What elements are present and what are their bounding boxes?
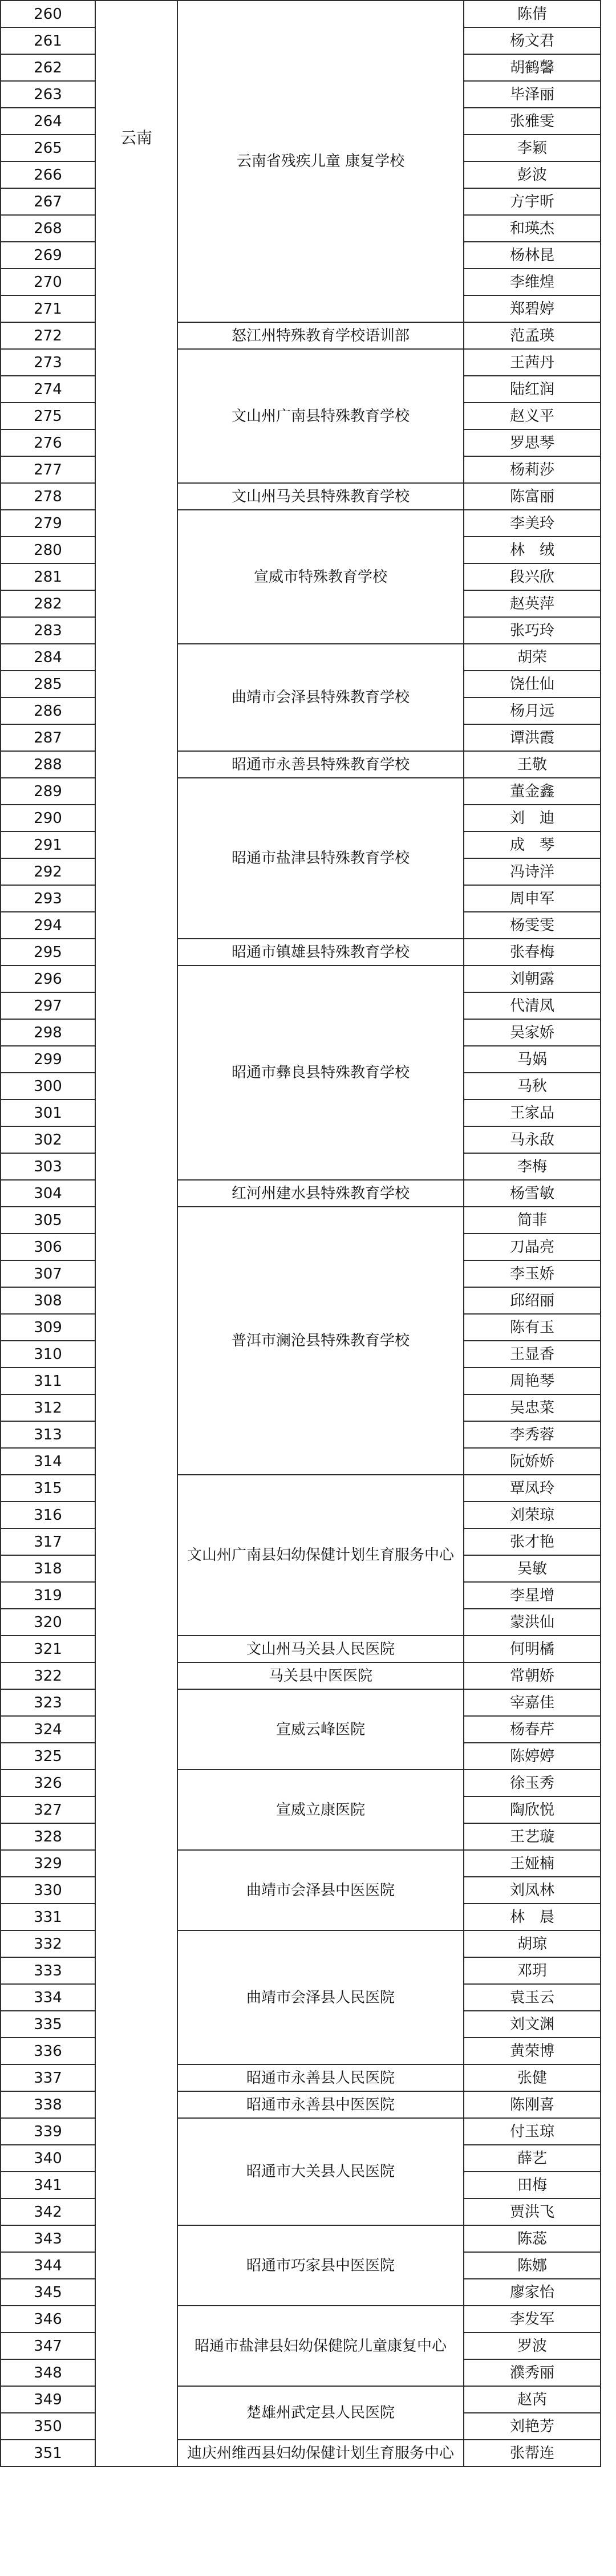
serial-number-cell: 296	[1, 966, 95, 992]
person-name-cell: 罗波	[464, 2332, 601, 2359]
person-name-cell: 陈刚喜	[464, 2091, 601, 2118]
serial-number-cell: 281	[1, 563, 95, 590]
institution-cell: 文山州马关县人民医院	[177, 1636, 464, 1662]
person-name-cell: 贾洪飞	[464, 2198, 601, 2225]
person-name-cell: 王家品	[464, 1100, 601, 1126]
serial-number-cell: 305	[1, 1207, 95, 1234]
serial-number-cell: 289	[1, 778, 95, 805]
serial-number-cell: 294	[1, 912, 95, 939]
serial-number-cell: 351	[1, 2440, 95, 2467]
person-name-cell: 张帮连	[464, 2440, 601, 2467]
serial-number-cell: 279	[1, 510, 95, 537]
serial-number-cell: 307	[1, 1260, 95, 1287]
institution-cell: 云南省残疾儿童 康复学校	[177, 1, 464, 322]
serial-number-cell: 324	[1, 1716, 95, 1743]
person-name-cell: 谭洪霞	[464, 724, 601, 751]
institution-cell: 曲靖市会泽县特殊教育学校	[177, 644, 464, 751]
serial-number-cell: 310	[1, 1341, 95, 1368]
institution-cell: 昭通市大关县人民医院	[177, 2118, 464, 2225]
person-name-cell: 张才艳	[464, 1528, 601, 1555]
serial-number-cell: 295	[1, 939, 95, 966]
serial-number-cell: 347	[1, 2332, 95, 2359]
person-name-cell: 杨雪敏	[464, 1180, 601, 1207]
person-name-cell: 杨文君	[464, 27, 601, 54]
person-name-cell: 成 琴	[464, 831, 601, 858]
person-name-cell: 刘凤林	[464, 1877, 601, 1904]
person-name-cell: 张雅雯	[464, 108, 601, 135]
serial-number-cell: 282	[1, 590, 95, 617]
serial-number-cell: 301	[1, 1100, 95, 1126]
table-row	[1, 349, 601, 376]
serial-number-cell: 260	[1, 1, 95, 27]
person-name-cell: 黄荣博	[464, 2038, 601, 2064]
serial-number-cell: 336	[1, 2038, 95, 2064]
serial-number-cell: 339	[1, 2118, 95, 2145]
person-name-cell: 陈有玉	[464, 1314, 601, 1341]
serial-number-cell: 278	[1, 483, 95, 510]
table-row	[1, 2064, 601, 2091]
serial-number-cell: 325	[1, 1743, 95, 1770]
person-name-cell: 李颖	[464, 135, 601, 161]
person-name-cell: 付玉琼	[464, 2118, 601, 2145]
person-name-cell: 李星增	[464, 1582, 601, 1609]
person-name-cell: 陈倩	[464, 1, 601, 27]
person-name-cell: 吴家娇	[464, 1019, 601, 1046]
person-name-cell: 胡琼	[464, 1930, 601, 1957]
institution-cell: 昭通市彝良县特殊教育学校	[177, 966, 464, 1180]
person-name-cell: 冯诗洋	[464, 858, 601, 885]
person-name-cell: 邓玥	[464, 1957, 601, 1984]
serial-number-cell: 344	[1, 2252, 95, 2279]
serial-number-cell: 332	[1, 1930, 95, 1957]
person-name-cell: 廖家怡	[464, 2279, 601, 2306]
serial-number-cell: 334	[1, 1984, 95, 2011]
serial-number-cell: 299	[1, 1046, 95, 1073]
person-name-cell: 林 绒	[464, 537, 601, 563]
person-name-cell: 刘 迪	[464, 805, 601, 831]
table-row	[1, 751, 601, 778]
person-name-cell: 刘文渊	[464, 2011, 601, 2038]
person-name-cell: 罗思琴	[464, 429, 601, 456]
person-name-cell: 林 晨	[464, 1904, 601, 1930]
serial-number-cell: 297	[1, 992, 95, 1019]
institution-cell: 昭通市盐津县特殊教育学校	[177, 778, 464, 939]
serial-number-cell: 342	[1, 2198, 95, 2225]
table-row	[1, 1930, 601, 1957]
serial-number-cell: 349	[1, 2386, 95, 2413]
serial-number-cell: 314	[1, 1448, 95, 1475]
person-name-cell: 简菲	[464, 1207, 601, 1234]
serial-number-cell: 322	[1, 1662, 95, 1689]
serial-number-cell: 303	[1, 1153, 95, 1180]
province-cell: 云南	[95, 1, 177, 2467]
person-name-cell: 吴敏	[464, 1555, 601, 1582]
table-row	[1, 483, 601, 510]
table-row	[1, 778, 601, 805]
serial-number-cell: 331	[1, 1904, 95, 1930]
serial-number-cell: 290	[1, 805, 95, 831]
serial-number-cell: 333	[1, 1957, 95, 1984]
person-name-cell: 濮秀丽	[464, 2359, 601, 2386]
serial-number-cell: 323	[1, 1689, 95, 1716]
table-row	[1, 2306, 601, 2332]
serial-number-cell: 264	[1, 108, 95, 135]
serial-number-cell: 285	[1, 671, 95, 697]
serial-number-cell: 268	[1, 215, 95, 242]
person-name-cell: 邱绍丽	[464, 1287, 601, 1314]
table-row	[1, 1207, 601, 1234]
person-name-cell: 王茜丹	[464, 349, 601, 376]
serial-number-cell: 304	[1, 1180, 95, 1207]
person-name-cell: 李发军	[464, 2306, 601, 2332]
person-name-cell: 陈富丽	[464, 483, 601, 510]
person-name-cell: 代清凤	[464, 992, 601, 1019]
person-name-cell: 陈婷婷	[464, 1743, 601, 1770]
person-name-cell: 陈蕊	[464, 2225, 601, 2252]
institution-cell: 文山州广南县特殊教育学校	[177, 349, 464, 483]
serial-number-cell: 276	[1, 429, 95, 456]
person-name-cell: 董金鑫	[464, 778, 601, 805]
person-name-cell: 何明橘	[464, 1636, 601, 1662]
person-name-cell: 王显香	[464, 1341, 601, 1368]
person-name-cell: 李秀蓉	[464, 1421, 601, 1448]
person-name-cell: 赵义平	[464, 403, 601, 429]
roster-body	[1, 1, 601, 2467]
serial-number-cell: 348	[1, 2359, 95, 2386]
person-name-cell: 马永敌	[464, 1126, 601, 1153]
serial-number-cell: 270	[1, 269, 95, 295]
serial-number-cell: 329	[1, 1850, 95, 1877]
person-name-cell: 马秋	[464, 1073, 601, 1100]
serial-number-cell: 328	[1, 1823, 95, 1850]
person-name-cell: 常朝娇	[464, 1662, 601, 1689]
serial-number-cell: 262	[1, 54, 95, 81]
serial-number-cell: 318	[1, 1555, 95, 1582]
serial-number-cell: 287	[1, 724, 95, 751]
person-name-cell: 李玉娇	[464, 1260, 601, 1287]
serial-number-cell: 261	[1, 27, 95, 54]
person-name-cell: 彭波	[464, 161, 601, 188]
person-name-cell: 段兴欣	[464, 563, 601, 590]
person-name-cell: 周艳琴	[464, 1368, 601, 1394]
institution-cell: 昭通市永善县特殊教育学校	[177, 751, 464, 778]
institution-cell: 曲靖市会泽县人民医院	[177, 1930, 464, 2064]
institution-cell: 宣威立康医院	[177, 1770, 464, 1850]
person-name-cell: 杨春芹	[464, 1716, 601, 1743]
person-name-cell: 宰嘉佳	[464, 1689, 601, 1716]
serial-number-cell: 330	[1, 1877, 95, 1904]
person-name-cell: 方宇昕	[464, 188, 601, 215]
table-row	[1, 1, 601, 27]
serial-number-cell: 335	[1, 2011, 95, 2038]
serial-number-cell: 340	[1, 2145, 95, 2172]
person-name-cell: 田梅	[464, 2172, 601, 2198]
serial-number-cell: 288	[1, 751, 95, 778]
serial-number-cell: 306	[1, 1234, 95, 1260]
serial-number-cell: 273	[1, 349, 95, 376]
serial-number-cell: 345	[1, 2279, 95, 2306]
institution-cell: 昭通市盐津县妇幼保健院儿童康复中心	[177, 2306, 464, 2386]
table-row	[1, 2225, 601, 2252]
table-row	[1, 1770, 601, 1796]
person-name-cell: 陆红润	[464, 376, 601, 403]
serial-number-cell: 350	[1, 2413, 95, 2440]
table-row	[1, 1475, 601, 1502]
person-name-cell: 郑碧婷	[464, 295, 601, 322]
person-name-cell: 李维煌	[464, 269, 601, 295]
person-name-cell: 和瑛杰	[464, 215, 601, 242]
person-name-cell: 陈娜	[464, 2252, 601, 2279]
person-name-cell: 覃凤玲	[464, 1475, 601, 1502]
table-row	[1, 939, 601, 966]
person-name-cell: 刘朝露	[464, 966, 601, 992]
serial-number-cell: 343	[1, 2225, 95, 2252]
serial-number-cell: 293	[1, 885, 95, 912]
person-name-cell: 刀晶亮	[464, 1234, 601, 1260]
person-name-cell: 饶仕仙	[464, 671, 601, 697]
person-name-cell: 胡荣	[464, 644, 601, 671]
serial-number-cell: 277	[1, 456, 95, 483]
person-name-cell: 阮娇娇	[464, 1448, 601, 1475]
table-row	[1, 644, 601, 671]
institution-cell: 文山州马关县特殊教育学校	[177, 483, 464, 510]
table-row	[1, 1850, 601, 1877]
person-name-cell: 刘艳芳	[464, 2413, 601, 2440]
person-name-cell: 刘荣琼	[464, 1502, 601, 1528]
serial-number-cell: 319	[1, 1582, 95, 1609]
serial-number-cell: 309	[1, 1314, 95, 1341]
person-name-cell: 范孟瑛	[464, 322, 601, 349]
person-name-cell: 蒙洪仙	[464, 1609, 601, 1636]
institution-cell: 普洱市澜沧县特殊教育学校	[177, 1207, 464, 1475]
serial-number-cell: 337	[1, 2064, 95, 2091]
serial-number-cell: 284	[1, 644, 95, 671]
serial-number-cell: 320	[1, 1609, 95, 1636]
institution-cell: 曲靖市会泽县中医医院	[177, 1850, 464, 1930]
institution-cell: 怒江州特殊教育学校语训部	[177, 322, 464, 349]
serial-number-cell: 286	[1, 697, 95, 724]
person-name-cell: 杨莉莎	[464, 456, 601, 483]
serial-number-cell: 313	[1, 1421, 95, 1448]
serial-number-cell: 311	[1, 1368, 95, 1394]
serial-number-cell: 272	[1, 322, 95, 349]
serial-number-cell: 275	[1, 403, 95, 429]
table-row	[1, 1689, 601, 1716]
institution-cell: 昭通市巧家县中医医院	[177, 2225, 464, 2306]
institution-cell: 昭通市永善县中医医院	[177, 2091, 464, 2118]
serial-number-cell: 315	[1, 1475, 95, 1502]
table-row	[1, 2118, 601, 2145]
serial-number-cell: 346	[1, 2306, 95, 2332]
serial-number-cell: 327	[1, 1796, 95, 1823]
institution-cell: 昭通市镇雄县特殊教育学校	[177, 939, 464, 966]
person-name-cell: 徐玉秀	[464, 1770, 601, 1796]
serial-number-cell: 338	[1, 2091, 95, 2118]
serial-number-cell: 291	[1, 831, 95, 858]
serial-number-cell: 274	[1, 376, 95, 403]
institution-cell: 迪庆州维西县妇幼保健计划生育服务中心	[177, 2440, 464, 2467]
serial-number-cell: 316	[1, 1502, 95, 1528]
person-name-cell: 张巧玲	[464, 617, 601, 644]
table-row	[1, 1636, 601, 1662]
institution-cell: 宣威云峰医院	[177, 1689, 464, 1770]
serial-number-cell: 267	[1, 188, 95, 215]
serial-number-cell: 269	[1, 242, 95, 269]
serial-number-cell: 321	[1, 1636, 95, 1662]
table-row	[1, 1180, 601, 1207]
serial-number-cell: 271	[1, 295, 95, 322]
person-name-cell: 张春梅	[464, 939, 601, 966]
institution-cell: 楚雄州武定县人民医院	[177, 2386, 464, 2440]
institution-cell: 昭通市永善县人民医院	[177, 2064, 464, 2091]
table-row	[1, 322, 601, 349]
person-name-cell: 王娅楠	[464, 1850, 601, 1877]
person-name-cell: 马娲	[464, 1046, 601, 1073]
person-name-cell: 王敬	[464, 751, 601, 778]
person-name-cell: 李梅	[464, 1153, 601, 1180]
serial-number-cell: 283	[1, 617, 95, 644]
person-name-cell: 李美玲	[464, 510, 601, 537]
person-name-cell: 薛艺	[464, 2145, 601, 2172]
person-name-cell: 赵芮	[464, 2386, 601, 2413]
table-row	[1, 2440, 601, 2467]
person-name-cell: 赵英萍	[464, 590, 601, 617]
table-row	[1, 1662, 601, 1689]
serial-number-cell: 312	[1, 1394, 95, 1421]
serial-number-cell: 302	[1, 1126, 95, 1153]
person-name-cell: 杨月远	[464, 697, 601, 724]
serial-number-cell: 265	[1, 135, 95, 161]
serial-number-cell: 266	[1, 161, 95, 188]
institution-cell: 文山州广南县妇幼保健计划生育服务中心	[177, 1475, 464, 1636]
serial-number-cell: 308	[1, 1287, 95, 1314]
person-name-cell: 张健	[464, 2064, 601, 2091]
table-row	[1, 510, 601, 537]
person-name-cell: 吴忠菜	[464, 1394, 601, 1421]
table-row	[1, 2386, 601, 2413]
person-name-cell: 王艺璇	[464, 1823, 601, 1850]
person-name-cell: 毕泽丽	[464, 81, 601, 108]
person-name-cell: 胡鹤馨	[464, 54, 601, 81]
person-name-cell: 袁玉云	[464, 1984, 601, 2011]
serial-number-cell: 341	[1, 2172, 95, 2198]
serial-number-cell: 263	[1, 81, 95, 108]
institution-cell: 红河州建水县特殊教育学校	[177, 1180, 464, 1207]
serial-number-cell: 298	[1, 1019, 95, 1046]
person-name-cell: 陶欣悦	[464, 1796, 601, 1823]
person-name-cell: 周申军	[464, 885, 601, 912]
serial-number-cell: 317	[1, 1528, 95, 1555]
institution-cell: 宣威市特殊教育学校	[177, 510, 464, 644]
serial-number-cell: 280	[1, 537, 95, 563]
serial-number-cell: 326	[1, 1770, 95, 1796]
person-name-cell: 杨林昆	[464, 242, 601, 269]
institution-cell: 马关县中医医院	[177, 1662, 464, 1689]
table-row	[1, 966, 601, 992]
table-row	[1, 2091, 601, 2118]
person-name-cell: 杨雯雯	[464, 912, 601, 939]
serial-number-cell: 300	[1, 1073, 95, 1100]
serial-number-cell: 292	[1, 858, 95, 885]
